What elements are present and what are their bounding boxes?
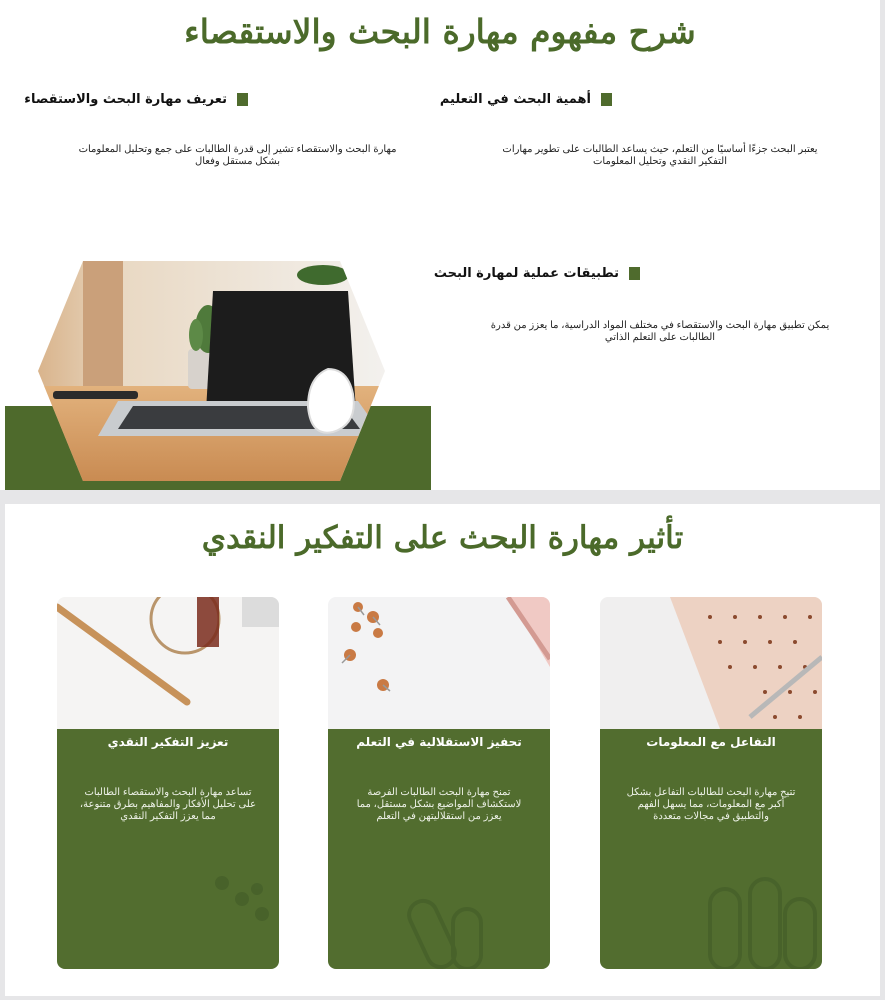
slide-1-title: شرح مفهوم مهارة البحث والاستقصاء <box>184 12 696 51</box>
section-heading-definition <box>24 92 248 107</box>
card-title: التفاعل مع المعلومات <box>646 735 776 749</box>
card-text: تساعد مهارة البحث والاستقصاء الطالبات على تحليل الأفكار والمفاهيم بطرق متنوعة، مما يعزز التفكير النقدي <box>79 787 257 822</box>
card-title: تحفيز الاستقلالية في التعلم <box>356 735 522 749</box>
laptop-desk-photo-icon <box>38 261 385 481</box>
bullet-square-icon <box>601 93 612 106</box>
card-information-interaction <box>600 597 822 969</box>
paperclips-icon <box>600 859 822 969</box>
card-text: تتيح مهارة البحث للطالبات التفاعل بشكل أكبر مع المعلومات، مما يسهل الفهم والتطبيق في مجالات متعددة <box>626 787 796 822</box>
card-body <box>57 729 279 969</box>
slide-2 <box>5 504 880 996</box>
slide-2-title: تأثير مهارة البحث على التفكير النقدي <box>201 520 684 556</box>
pushpins-photo-icon <box>328 597 550 729</box>
pen-glasses-photo-icon <box>57 597 279 729</box>
section-text-importance: يعتبر البحث جزءًا أساسيًا من التعلم، حيث يساعد الطالبات على تطوير مهارات التفكير النقدي وتحليل المعلومات <box>502 144 818 167</box>
card-text: تمنح مهارة البحث الطالبات الفرصة لاستكشاف المواضيع بشكل مستقل، مما يعزز من استقلاليتهن في التعلم <box>356 787 522 822</box>
card-critical-thinking <box>57 597 279 969</box>
card-title: تعزيز التفكير النقدي <box>107 735 229 749</box>
section-heading-importance <box>440 92 612 107</box>
bullet-square-icon <box>237 93 248 106</box>
card-body <box>600 729 822 969</box>
section-heading-text: أهمية البحث في التعليم <box>439 92 591 107</box>
card-learning-independence <box>328 597 550 969</box>
paperclips-icon <box>328 859 550 969</box>
section-heading-text: تطبيقات عملية لمهارة البحث <box>433 266 619 281</box>
section-heading-text: تعريف مهارة البحث والاستقصاء <box>24 92 227 107</box>
section-heading-applications <box>434 266 640 281</box>
section-text-applications: يمكن تطبيق مهارة البحث والاستقصاء في مختلف المواد الدراسية، ما يعزز من قدرة الطالبات على التعلم الذاتي <box>490 320 830 343</box>
card-body <box>328 729 550 969</box>
notebook-photo-icon <box>600 597 822 729</box>
bullet-square-icon <box>629 267 640 280</box>
slide-1 <box>0 0 880 490</box>
pushpins-pattern-icon <box>57 859 279 969</box>
section-text-definition: مهارة البحث والاستقصاء تشير إلى قدرة الطالبات على جمع وتحليل المعلومات بشكل مستقل وفعال <box>78 144 397 167</box>
